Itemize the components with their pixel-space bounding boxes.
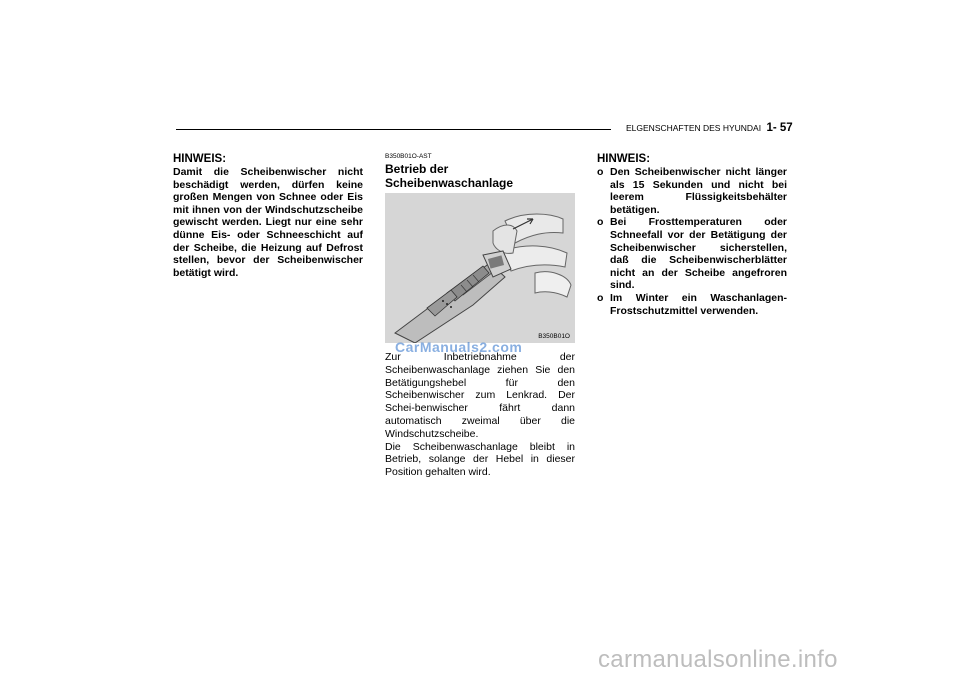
left-note bbox=[173, 152, 363, 279]
washer-paragraph-1: Zur Inbetriebnahme der Scheibenwaschanlage ziehen Sie den Betätigungshebel für den Scheibenwischer zum Lenkrad. Der Schei-benwischer fährt dann automatisch zweimal über die Windschutzscheibe. bbox=[385, 351, 575, 440]
list-item bbox=[597, 166, 787, 216]
washer-description bbox=[385, 339, 575, 479]
right-note-title: HINWEIS: bbox=[597, 153, 651, 165]
list-item bbox=[597, 292, 787, 317]
page-number: 1- 57 bbox=[766, 122, 793, 134]
bullet-marker: o bbox=[597, 166, 604, 178]
right-note-list bbox=[597, 166, 787, 317]
list-item-text: Den Scheibenwischer nicht länger als 15 Sekunden und nicht bei leerem Flüssigkeitsbehälter betätigen. bbox=[610, 166, 787, 216]
page-header bbox=[626, 122, 793, 134]
wiper-lever-illustration bbox=[385, 193, 575, 343]
figure-code: B350B01O bbox=[538, 333, 570, 340]
footer-watermark: carmanualsonline.info bbox=[598, 646, 838, 673]
left-note-text: Damit die Scheibenwischer nicht beschädigt werden, dürfen keine großen Mengen von Schnee oder Eis mit ihnen von der Windschutzscheibe gewischt werden. Liegt nur eine sehr dünne Eis- oder Schneeschicht auf der Scheibe, die Heizung auf Defrost stellen, bevor der Scheibenwischer betätigt wird. bbox=[173, 166, 363, 279]
washer-section bbox=[385, 152, 575, 479]
bullet-marker: o bbox=[597, 216, 604, 229]
header-section: ELGENSCHAFTEN DES HYUNDAI bbox=[626, 123, 762, 133]
left-note-title: HINWEIS: bbox=[173, 153, 227, 165]
section-title-line2: Scheibenwaschanlage bbox=[385, 176, 514, 190]
right-note bbox=[597, 152, 787, 317]
list-item-text: Bei Frosttemperaturen oder Schneefall vor der Betätigung der Scheibenwischer sicherstellen, daß die Scheibenwischerblätter nicht an der Scheibe angefroren sind. bbox=[610, 216, 787, 292]
wiper-lever-figure bbox=[385, 193, 575, 343]
washer-paragraph-2: Die Scheibenwaschanlage bleibt in Betrieb, solange der Hebel in dieser Position gehalten wird. bbox=[385, 440, 575, 479]
list-item-text: Im Winter ein Waschanlagen-Frostschutzmittel verwenden. bbox=[610, 291, 787, 317]
list-item bbox=[597, 216, 787, 292]
section-code: B350B01O-AST bbox=[385, 153, 432, 160]
carmanuals-watermark: CarManuals2.com bbox=[395, 339, 523, 355]
bullet-marker: o bbox=[597, 291, 604, 304]
section-title-line1: Betrieb der bbox=[385, 162, 449, 176]
header-rule bbox=[176, 129, 611, 130]
